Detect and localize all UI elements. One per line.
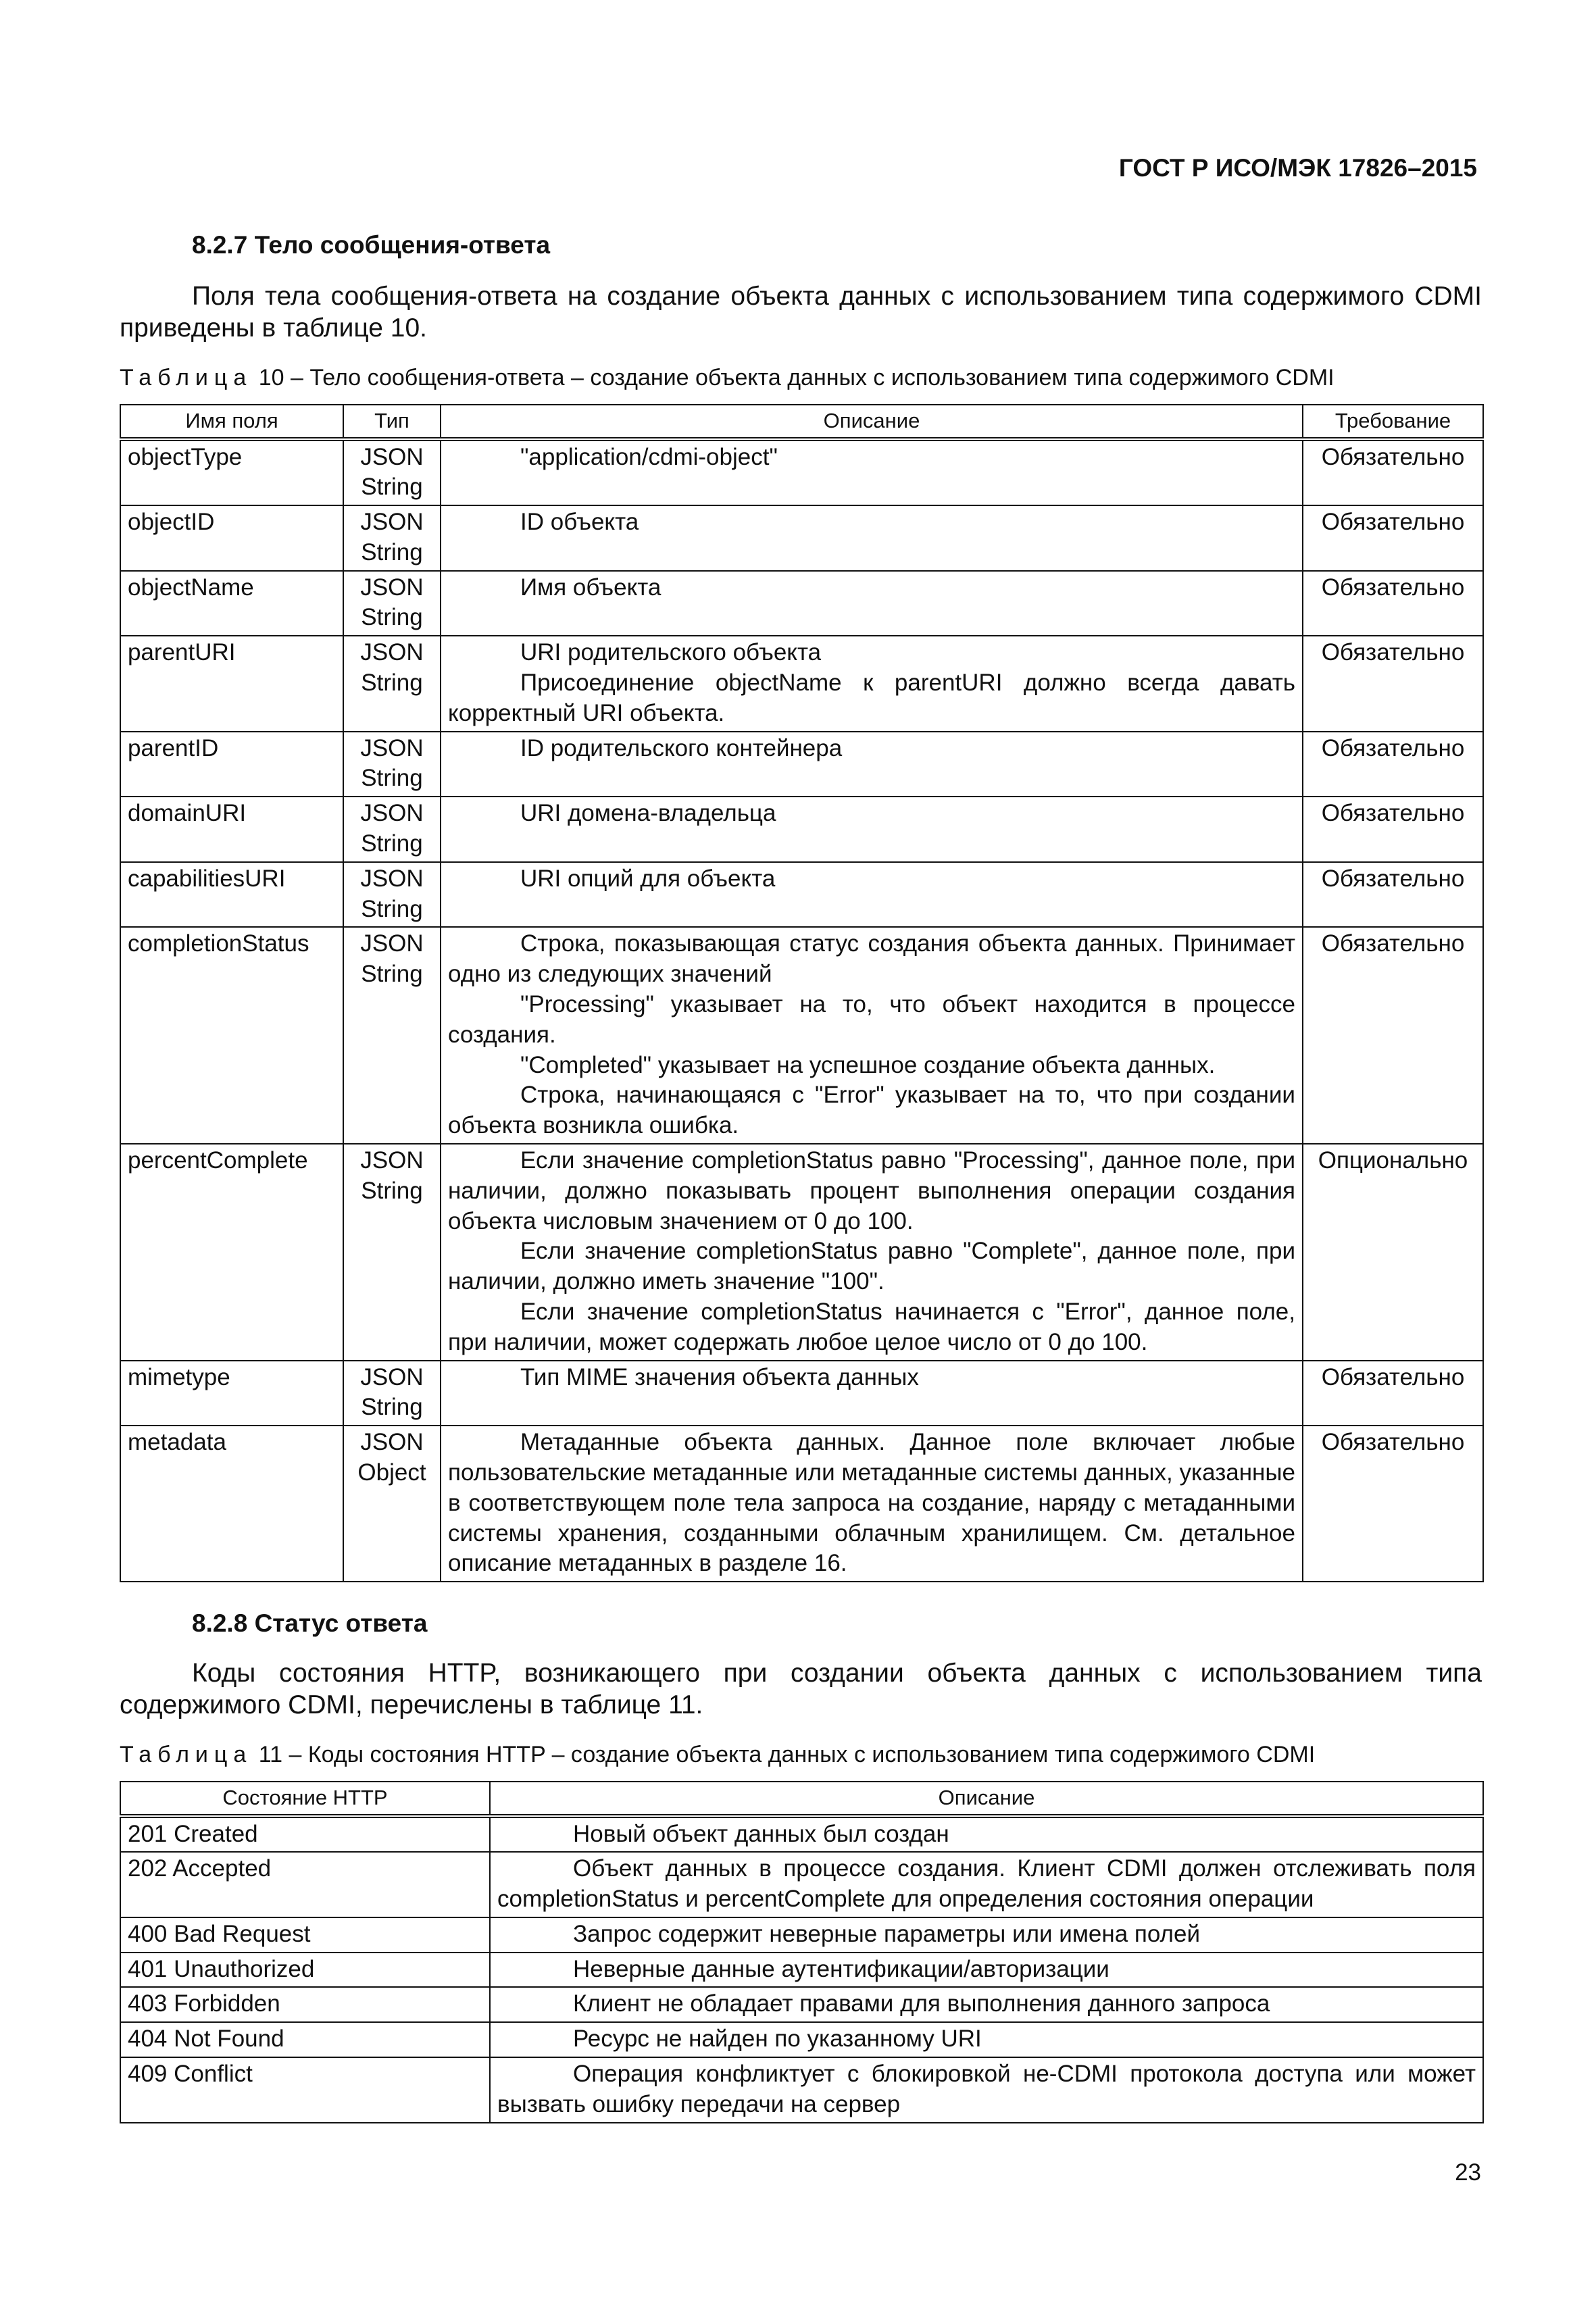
table-10-caption <box>120 365 1335 391</box>
description-cell <box>441 862 1303 928</box>
table-10-caption-label: Таблица <box>120 365 253 391</box>
description-cell <box>490 1852 1483 1917</box>
description-paragraph: Метаданные объекта данных. Данное поле включает любые пользовательские метаданные или метаданные системы данных, указанные в соответствующем поле тела запроса на создание, наряду с метаданными системы хранения, созданными облачным хранилищем. См. детальное описание метаданных в разделе 16. <box>448 1429 1295 1577</box>
description-cell <box>490 1987 1483 2022</box>
requirement-cell: Обязательно <box>1303 732 1483 797</box>
description-paragraph: Присоединение objectName к parentURI должно всегда давать корректный URI объекта. <box>448 670 1295 726</box>
table-row <box>120 1917 1483 1953</box>
table-11-header-row <box>120 1782 1483 1816</box>
field-name-cell: completionStatus <box>120 927 343 1144</box>
type-cell: JSON String <box>343 797 441 862</box>
field-name-cell: mimetype <box>120 1361 343 1426</box>
column-header-requirement: Требование <box>1303 405 1483 439</box>
description-paragraph: Запрос содержит неверные параметры или имена полей <box>573 1920 1200 1947</box>
table-11-caption-text: 11 – Коды состояния HTTP – создание объекта данных с использованием типа содержимого CDMI <box>258 1742 1316 1767</box>
http-status-cell: 201 Created <box>120 1816 490 1853</box>
description-paragraph: Клиент не обладает правами для выполнения данного запроса <box>573 1990 1270 2017</box>
field-name-cell: capabilitiesURI <box>120 862 343 928</box>
description-paragraph: Неверные данные аутентификации/авторизации <box>573 1955 1109 1982</box>
description-paragraph: Если значение completionStatus начинается с "Error", данное поле, при наличии, может содержать любое целое число от 0 до 100. <box>448 1299 1295 1355</box>
http-status-cell: 400 Bad Request <box>120 1917 490 1953</box>
table-row <box>120 1144 1483 1361</box>
requirement-cell: Обязательно <box>1303 439 1483 506</box>
table-10-caption-text: 10 – Тело сообщения-ответа – создание объекта данных с использованием типа содержимого CDMI <box>258 365 1335 391</box>
table-row <box>120 927 1483 1144</box>
description-paragraph: Ресурс не найден по указанному URI <box>573 2026 982 2053</box>
table-row <box>120 2057 1483 2123</box>
description-cell <box>441 1144 1303 1361</box>
table-10-body <box>120 439 1483 1582</box>
table-row <box>120 571 1483 636</box>
description-cell <box>490 2057 1483 2123</box>
http-status-cell: 403 Forbidden <box>120 1987 490 2022</box>
description-paragraph: URI родительского объекта <box>520 639 822 666</box>
section-heading-8-2-8: 8.2.8 Статус ответа <box>192 1609 428 1637</box>
requirement-cell: Обязательно <box>1303 1361 1483 1426</box>
description-cell <box>441 636 1303 731</box>
description-paragraph: "application/cdmi-object" <box>520 443 778 470</box>
http-status-cell: 404 Not Found <box>120 2022 490 2057</box>
description-paragraph: Если значение completionStatus равно "Processing", данное поле, при наличии, должно показывать процент выполнения операции создания объекта числовым значением от 0 до 100. <box>448 1147 1295 1234</box>
table-11 <box>120 1781 1484 2123</box>
table-row <box>120 1953 1483 1988</box>
type-cell: JSON String <box>343 505 441 571</box>
description-paragraph: Новый объект данных был создан <box>573 1820 949 1847</box>
http-status-cell: 401 Unauthorized <box>120 1953 490 1988</box>
table-row <box>120 732 1483 797</box>
description-paragraph: ID объекта <box>520 509 639 536</box>
section-heading-8-2-7: 8.2.7 Тело сообщения-ответа <box>192 231 551 259</box>
description-cell <box>490 1953 1483 1988</box>
requirement-cell: Обязательно <box>1303 505 1483 571</box>
section-paragraph-8-2-8: Коды состояния HTTP, возникающего при создании объекта данных с использованием типа содержимого CDMI, перечислены в таблице 11. <box>120 1659 1482 1719</box>
description-paragraph: Имя объекта <box>520 574 662 601</box>
table-row <box>120 439 1483 506</box>
table-row <box>120 797 1483 862</box>
table-row <box>120 636 1483 731</box>
column-header-description: Описание <box>490 1782 1483 1816</box>
description-paragraph: "Processing" указывает на то, что объект находится в процессе создания. <box>448 991 1295 1048</box>
table-row <box>120 1852 1483 1917</box>
description-cell <box>441 1361 1303 1426</box>
description-paragraph: Объект данных в процессе создания. Клиент CDMI должен отслеживать поля completionStatus и percentComplete для определения состояния операции <box>497 1855 1476 1913</box>
column-header-type: Тип <box>343 405 441 439</box>
column-header-http-status: Состояние HTTP <box>120 1782 490 1816</box>
description-cell <box>441 797 1303 862</box>
field-name-cell: percentComplete <box>120 1144 343 1361</box>
requirement-cell: Обязательно <box>1303 927 1483 1144</box>
description-paragraph: Строка, показывающая статус создания объекта данных. Принимает одно из следующих значений <box>448 930 1295 988</box>
table-row <box>120 862 1483 928</box>
type-cell: JSON String <box>343 1144 441 1361</box>
description-cell <box>441 505 1303 571</box>
table-row <box>120 1987 1483 2022</box>
field-name-cell: parentURI <box>120 636 343 731</box>
table-11-caption-label: Таблица <box>120 1742 253 1767</box>
description-paragraph: Если значение completionStatus равно "Complete", данное поле, при наличии, должно иметь значение "100". <box>448 1238 1295 1295</box>
section-paragraph-8-2-7: Поля тела сообщения-ответа на создание объекта данных с использованием типа содержимого CDMI приведены в таблице 10. <box>120 282 1482 343</box>
description-cell <box>490 2022 1483 2057</box>
field-name-cell: objectType <box>120 439 343 506</box>
description-paragraph: URI опций для объекта <box>520 865 776 892</box>
table-10-header-row <box>120 405 1483 439</box>
table-row <box>120 1361 1483 1426</box>
table-row <box>120 505 1483 571</box>
description-cell <box>441 439 1303 506</box>
description-paragraph: Строка, начинающаяся с "Error" указывает на то, что при создании объекта возникла ошибка. <box>448 1082 1295 1139</box>
description-cell <box>441 1426 1303 1582</box>
document-header: ГОСТ Р ИСО/МЭК 17826–2015 <box>1118 154 1477 182</box>
description-cell <box>490 1917 1483 1953</box>
requirement-cell: Обязательно <box>1303 636 1483 731</box>
field-name-cell: metadata <box>120 1426 343 1582</box>
type-cell: JSON String <box>343 571 441 636</box>
type-cell: JSON Object <box>343 1426 441 1582</box>
description-cell <box>490 1816 1483 1853</box>
type-cell: JSON String <box>343 862 441 928</box>
description-cell <box>441 571 1303 636</box>
description-paragraph: Тип MIME значения объекта данных <box>520 1363 919 1390</box>
description-cell <box>441 732 1303 797</box>
description-paragraph: "Completed" указывает на успешное создание объекта данных. <box>520 1051 1216 1078</box>
table-row <box>120 2022 1483 2057</box>
requirement-cell: Обязательно <box>1303 797 1483 862</box>
description-paragraph: URI домена-владельца <box>520 800 776 827</box>
column-header-description: Описание <box>441 405 1303 439</box>
http-status-cell: 409 Conflict <box>120 2057 490 2123</box>
type-cell: JSON String <box>343 1361 441 1426</box>
table-10 <box>120 404 1484 1582</box>
requirement-cell: Обязательно <box>1303 1426 1483 1582</box>
table-row <box>120 1426 1483 1582</box>
requirement-cell: Опционально <box>1303 1144 1483 1361</box>
description-paragraph: ID родительского контейнера <box>520 734 843 761</box>
field-name-cell: domainURI <box>120 797 343 862</box>
type-cell: JSON String <box>343 636 441 731</box>
http-status-cell: 202 Accepted <box>120 1852 490 1917</box>
field-name-cell: objectID <box>120 505 343 571</box>
requirement-cell: Обязательно <box>1303 571 1483 636</box>
table-row <box>120 1816 1483 1853</box>
description-cell <box>441 927 1303 1144</box>
type-cell: JSON String <box>343 732 441 797</box>
type-cell: JSON String <box>343 439 441 506</box>
table-11-body <box>120 1816 1483 2123</box>
field-name-cell: parentID <box>120 732 343 797</box>
requirement-cell: Обязательно <box>1303 862 1483 928</box>
field-name-cell: objectName <box>120 571 343 636</box>
description-paragraph: Операция конфликтует с блокировкой не-CDMI протокола доступа или может вызвать ошибку передачи на сервер <box>497 2061 1476 2117</box>
table-11-caption <box>120 1742 1315 1768</box>
page-number: 23 <box>1455 2159 1481 2186</box>
column-header-field-name: Имя поля <box>120 405 343 439</box>
type-cell: JSON String <box>343 927 441 1144</box>
